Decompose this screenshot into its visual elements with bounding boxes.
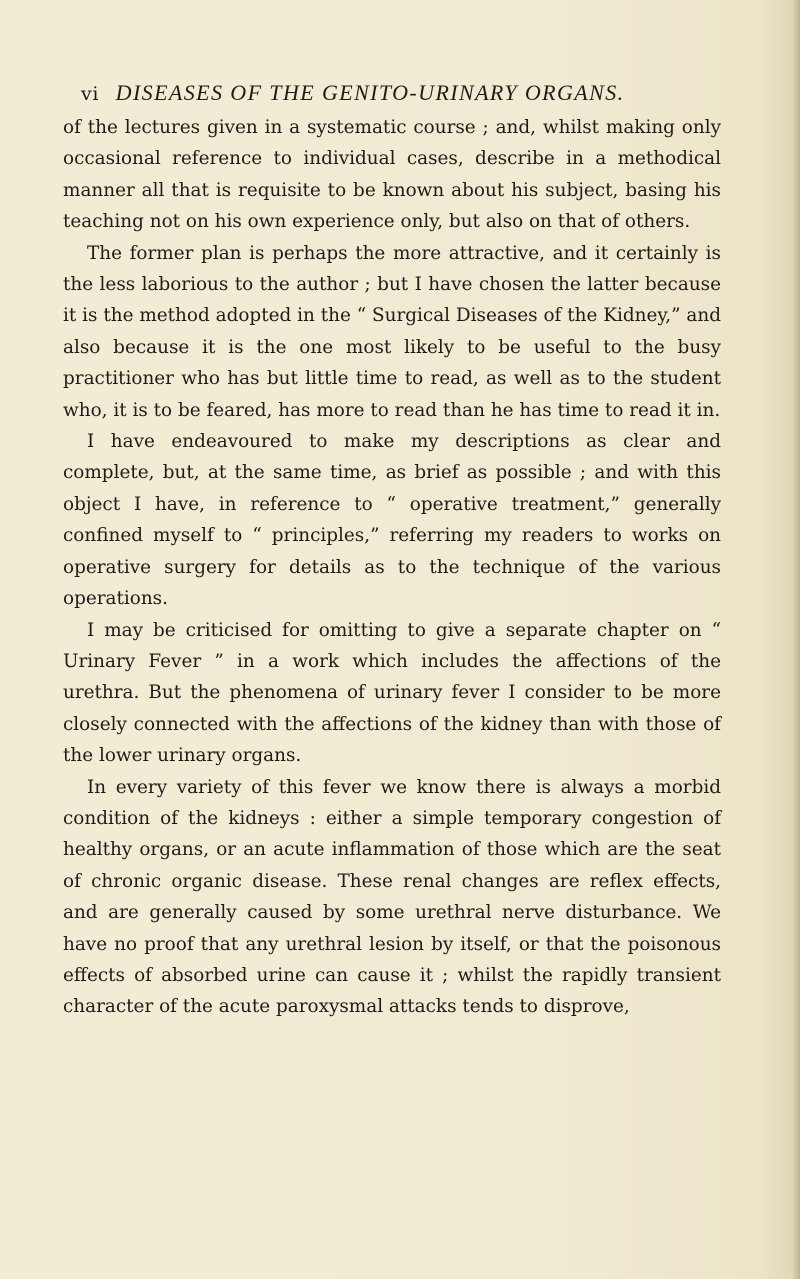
page-header — [81, 80, 721, 106]
body-text — [63, 112, 721, 1023]
paragraph: I may be criticised for omitting to give a separate chapter on “ Urinary Fever ” in a work which includes the affections of the urethra. But the phenomena of urinary fever I consider to be more closely connected with the affections of the kidney than with those of the lower urinary organs. — [63, 619, 721, 767]
paragraph-continued: of the lectures given in a systematic course ; and, whilst making only occasional reference to individual cases, describe in a methodical manner all that is requisite to be known about his subject, basing his teaching not on his own experience only, but also on that of others. — [63, 117, 721, 233]
paragraph: The former plan is perhaps the more attractive, and it certainly is the less laborious to the author ; but I have chosen the latter because it is the method adopted in the “ Surgical Diseases of the Kidney,” and also because it is the one most likely to be useful to the busy practitioner who has but little time to read, as well as to the student who, it is to be feared, has more to read than he has time to read it in. — [63, 242, 721, 421]
running-title: DISEASES OF THE GENITO-URINARY ORGANS. — [115, 80, 625, 105]
paragraph: I have endeavoured to make my descriptions as clear and complete, but, at the same time, as brief as possible ; and with this object I have, in reference to “ operative treatment,” generally confined myself to “ principles,” referring my readers to works on operative surgery for details as to the technique of the various operations. — [63, 431, 721, 610]
page-number: vi — [81, 83, 100, 105]
page-edge-shadow — [792, 0, 800, 1279]
paragraph: In every variety of this fever we know there is always a morbid condition of the kidneys : either a simple temporary congestion of healthy organs, or an acute inflammation of those which are the seat of chronic organic disease. These renal changes are reflex effects, and are generally caused by some urethral nerve disturbance. We have no proof that any urethral lesion by itself, or that the poisonous effects of absorbed urine can cause it ; whilst the rapidly transient character of the acute paroxysmal attacks tends to disprove, — [63, 776, 721, 1018]
